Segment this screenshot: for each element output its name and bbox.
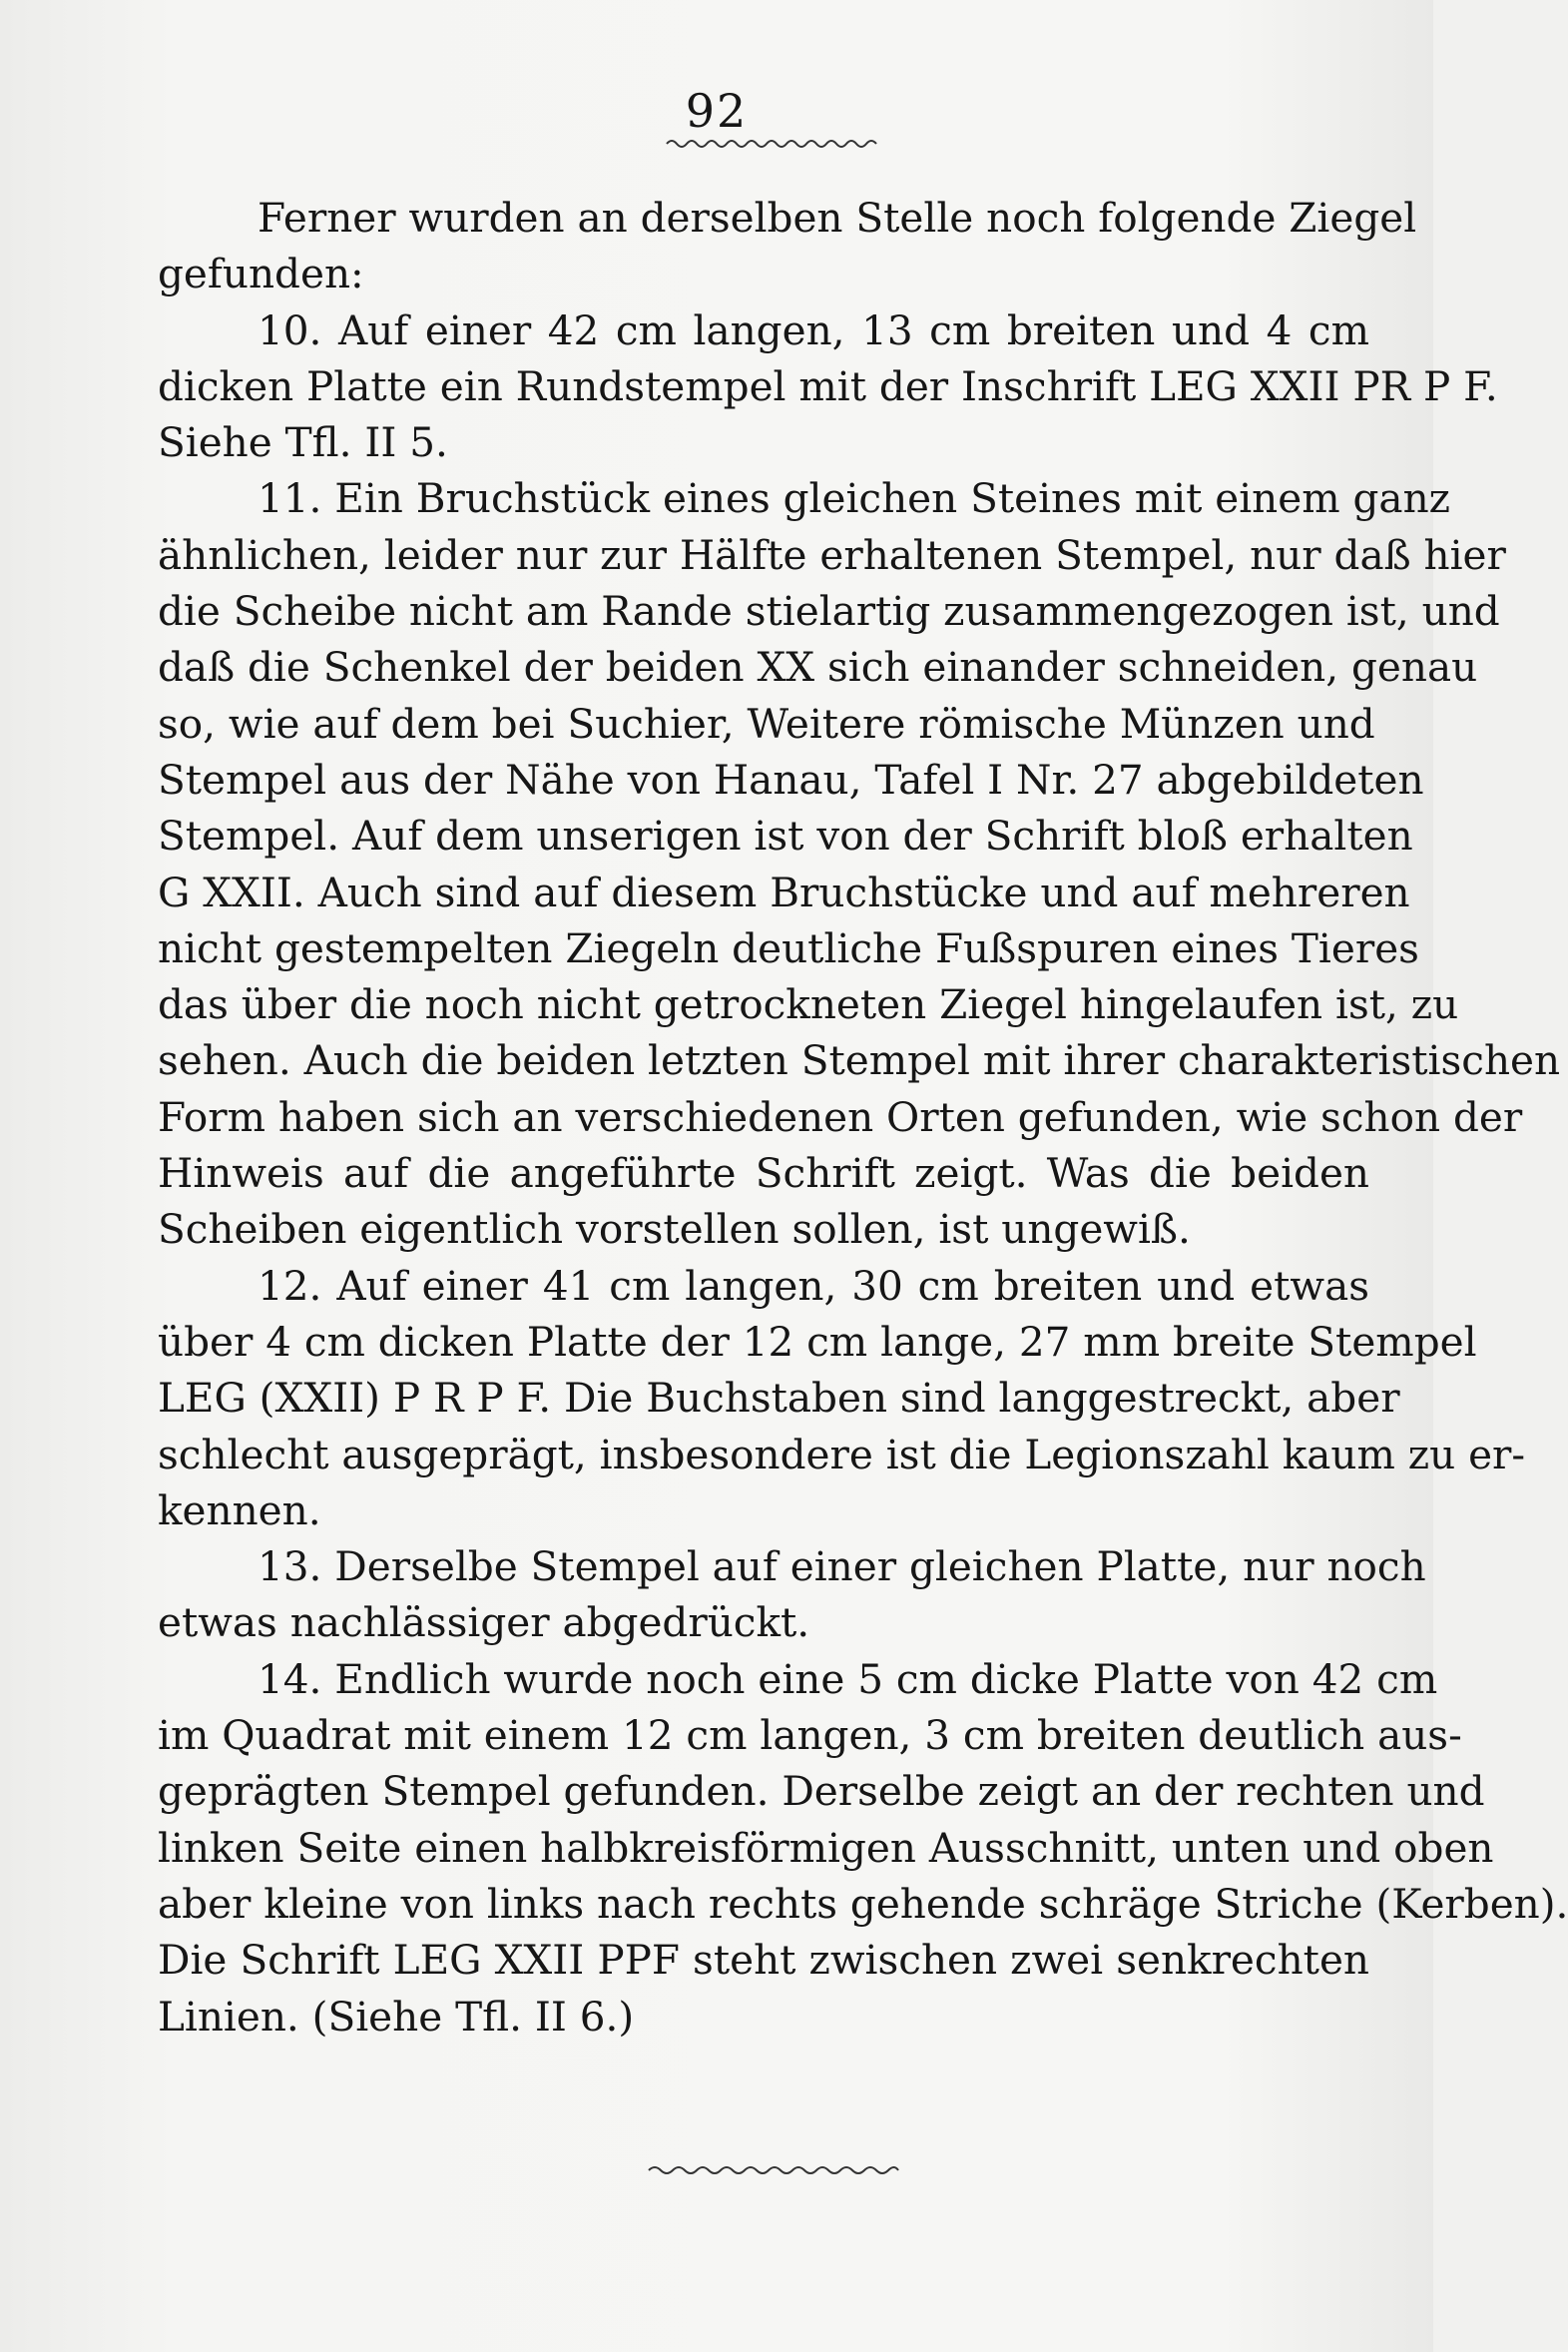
- text-line: 10. Auf einer 42 cm langen, 13 cm breiten und 4 cm: [258, 305, 1369, 354]
- text-line: 13. Derselbe Stempel auf einer gleichen Platte, nur noch: [258, 1542, 1426, 1591]
- text-line: über 4 cm dicken Platte der 12 cm lange, 27 mm breite Stempel: [158, 1317, 1477, 1366]
- text-line: daß die Schenkel der beiden XX sich einander schneiden, genau: [158, 643, 1478, 692]
- text-line: Scheiben eigentlich vorstellen sollen, ist ungewiß.: [158, 1205, 1191, 1254]
- text-line: geprägten Stempel gefunden. Derselbe zeigt an der rechten und: [158, 1767, 1485, 1816]
- text-line: kennen.: [158, 1485, 321, 1534]
- text-line: 14. Endlich wurde noch eine 5 cm dicke Platte von 42 cm: [258, 1654, 1438, 1703]
- text-line: Die Schrift LEG XXII PPF steht zwischen zwei senkrechten: [158, 1936, 1369, 1985]
- text-line: linken Seite einen halbkreisförmigen Ausschnitt, unten und oben: [158, 1823, 1494, 1872]
- text-line: G XXII. Auch sind auf diesem Bruchstücke und auf mehreren: [158, 868, 1410, 916]
- text-line: Hinweis auf die angeführte Schrift zeigt. Was die beiden: [158, 1149, 1369, 1198]
- text-line: das über die noch nicht getrockneten Ziegel hingelaufen ist, zu: [158, 980, 1459, 1029]
- text-line: so, wie auf dem bei Suchier, Weitere römische Münzen und: [158, 699, 1375, 748]
- text-line: schlecht ausgeprägt, insbesondere ist die Legionszahl kaum zu er-: [158, 1430, 1526, 1478]
- text-line: LEG (XXII) P R P F. Die Buchstaben sind langgestreckt, aber: [158, 1374, 1400, 1423]
- text-line: 11. Ein Bruchstück eines gleichen Steines mit einem ganz: [258, 474, 1450, 523]
- text-line: ähnlichen, leider nur zur Hälfte erhaltenen Stempel, nur daß hier: [158, 530, 1506, 579]
- text-line: Ferner wurden an derselben Stelle noch folgende Ziegel: [258, 194, 1417, 242]
- bottom-ornament: [649, 2162, 898, 2178]
- text-line: im Quadrat mit einem 12 cm langen, 3 cm breiten deutlich aus-: [158, 1711, 1462, 1760]
- text-line: Linien. (Siehe Tfl. II 6.): [158, 1992, 635, 2041]
- text-line: dicken Platte ein Rundstempel mit der Inschrift LEG XXII PR P F.: [158, 361, 1498, 410]
- text-line: Stempel. Auf dem unserigen ist von der Schrift bloß erhalten: [158, 812, 1413, 861]
- text-line: nicht gestempelten Ziegeln deutliche Fußspuren eines Tieres: [158, 923, 1419, 972]
- text-line: aber kleine von links nach rechts gehende schräge Striche (Kerben).: [158, 1879, 1568, 1928]
- text-line: Siehe Tfl. II 5.: [158, 418, 448, 467]
- text-line: Stempel aus der Nähe von Hanau, Tafel I Nr. 27 abgebildeten: [158, 755, 1424, 804]
- text-line: etwas nachlässiger abgedrückt.: [158, 1598, 810, 1647]
- text-line: die Scheibe nicht am Rande stielartig zusammengezogen ist, und: [158, 587, 1500, 636]
- text-line: 12. Auf einer 41 cm langen, 30 cm breiten und etwas: [258, 1261, 1369, 1310]
- text-line: Form haben sich an verschiedenen Orten gefunden, wie schon der: [158, 1092, 1523, 1141]
- text-line: sehen. Auch die beiden letzten Stempel mit ihrer charakteristischen: [158, 1036, 1561, 1085]
- body-text: [158, 190, 1568, 2045]
- text-line: gefunden:: [158, 250, 364, 298]
- page-number: 92: [685, 84, 749, 138]
- top-ornament: [667, 136, 876, 152]
